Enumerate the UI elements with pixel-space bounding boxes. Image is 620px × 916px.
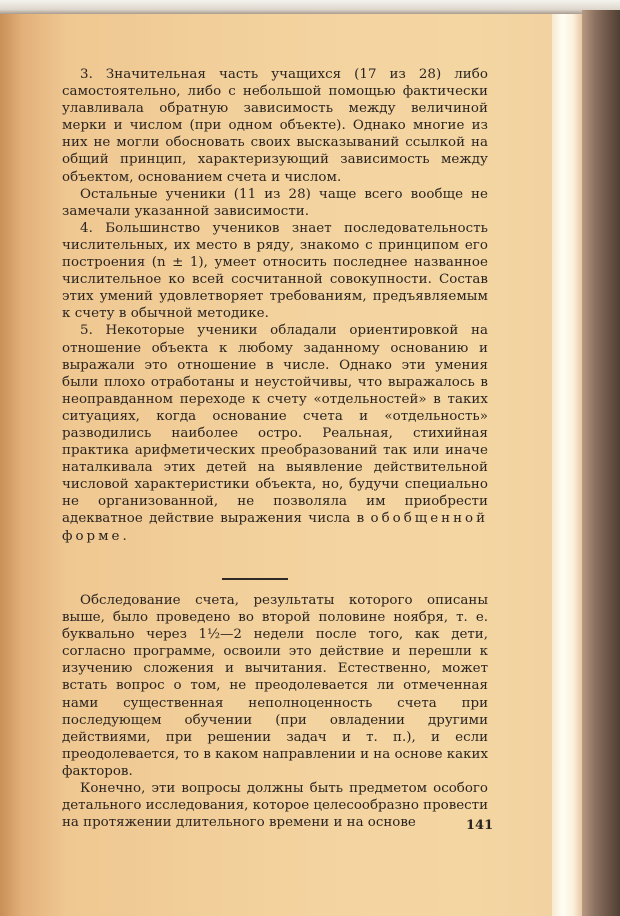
paragraph-5 bbox=[62, 322, 488, 544]
book-cover-edge bbox=[582, 10, 620, 916]
paragraph-survey: Обследование счета, результаты которого описаны выше, было проведено во второй половине ноября, т. е. буквально через 1½—2 недели после того, как дети, согласно программе, освоили это действие и перешли к изучению сложения и вычитания. Естественно, может встать вопрос о том, не преодолевается ли отмеченная нами существенная неполноценность счета при последующем обучении (при овладении другими действиями, при решении задач и т. п.), и если преодолевается, то в каком направлении и на основе каких факторов. bbox=[62, 593, 488, 779]
paragraph-3: 3. Значительная часть учащихся (17 из 28) либо самостоятельно, либо с небольшой помощью фактически улавливала обратную зависимость между величиной мерки и числом (при одном объекте). Однако многие из них не могли обосновать своих высказываний ссылкой на общий принцип, характеризующий зависимость между объектом, основанием счета и числом. bbox=[62, 67, 488, 185]
section-findings bbox=[62, 66, 488, 545]
paragraph-5-emphasis: обобщенной форме bbox=[62, 511, 488, 544]
page-stack-edge bbox=[552, 14, 582, 916]
paragraph-4: 4. Большинство учеников знает последовательность числительных, их место в ряду, знакомо с принципом его построения (n ± 1), умеет относить последнее названное числительное ко всей сосчитанной совокупности. Состав этих умений удовлетворяет требованиям, предъявляемым к счету в обычной методике. bbox=[62, 220, 488, 322]
paragraph-5-end: . bbox=[122, 528, 127, 544]
paragraph-conclusion: Конечно, эти вопросы должны быть предметом особого детального исследования, которое целесообразно провести на протяжении длительного времени и на основе bbox=[62, 781, 488, 831]
section-discussion bbox=[62, 592, 494, 833]
paragraph-5-text: 5. Некоторые ученики обладали ориентировкой на отношение объекта к любому заданному основанию и выражали это отношение в числе. Однако эти умения были плохо отработаны и неустойчивы, что выражалось в неоправданном переходе к счету «отдельностей» в таких ситуациях, когда основание счета и «отдельность» разводились наиболее остро. Реальная, стихийная практика арифметических преобразований так или иначе наталкивала этих детей на выявление действительной числовой характеристики объекта, но, будучи специально не организованной, не позволяла им приобрести адекватное действие выражения числа в bbox=[62, 323, 488, 527]
section-divider bbox=[222, 578, 288, 580]
page-number: 141 bbox=[466, 818, 494, 833]
paragraph-others: Остальные ученики (11 из 28) чаще всего вообще не замечали указанной зависимости. bbox=[62, 186, 488, 219]
